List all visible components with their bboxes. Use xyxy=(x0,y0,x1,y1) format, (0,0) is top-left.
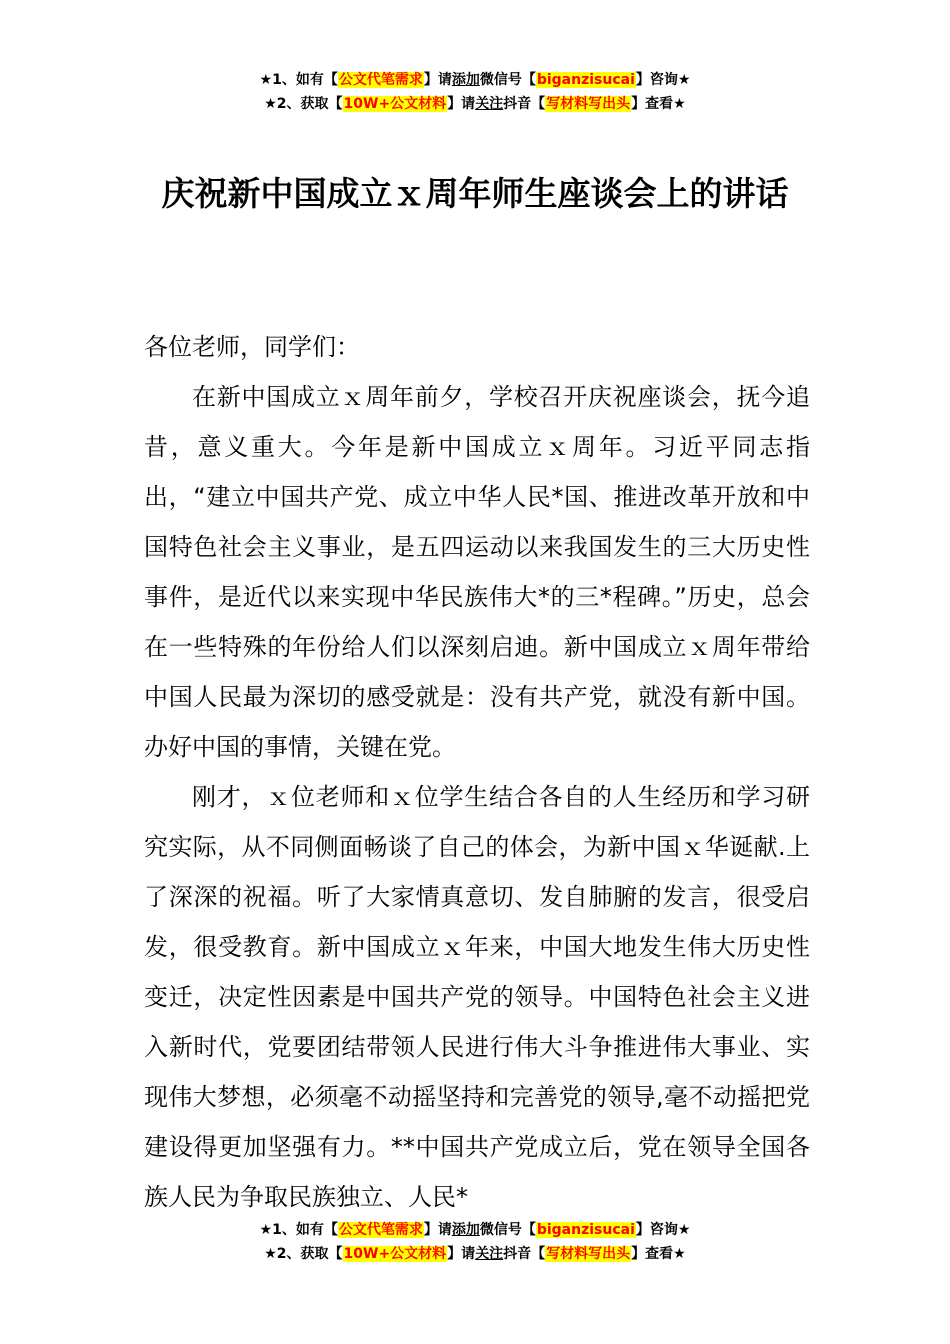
footer-ad-underlined: 添加 xyxy=(451,1222,480,1238)
header-ad-text: 抖音【 xyxy=(503,96,546,112)
footer-ad-text: 微信号【 xyxy=(479,1222,536,1238)
header-ad-text: 】请 xyxy=(423,72,452,88)
footer-ad-line-2 xyxy=(0,1242,950,1266)
document-title: 庆祝新中国成立ｘ周年师生座谈会上的讲话 xyxy=(161,174,789,213)
paragraph-2: 刚才，ｘ位老师和ｘ位学生结合各自的人生经历和学习研究实际，从不同侧面畅谈了自己的体会，为新中国ｘ华诞献.上了深深的祝福。听了大家情真意切、发自肺腑的发言，很受启发，很受教育。新中国成立ｘ年来，中国大地发生伟大历史性变迁，决定性因素是中国共产党的领导。中国特色社会主义进入新时代，党要团结带领人民进行伟大斗争推进伟大事业、实现伟大梦想，必须毫不动摇坚持和完善党的领导,毫不动摇把党建设得更加坚强有力。**中国共产党成立后，党在领导全国各族人民为争取民族独立、人民* xyxy=(144,783,810,1211)
header-ad-text: 微信号【 xyxy=(479,72,536,88)
header-ad-line-1 xyxy=(0,68,950,92)
header-ad-text: ★2、获取【 xyxy=(264,96,343,112)
header-ad-wechat-id: biganzisucai xyxy=(536,72,635,88)
footer-ad-underlined: 关注 xyxy=(475,1246,504,1262)
footer-ad-douyin-id: 写材料写出头 xyxy=(546,1246,631,1262)
salutation: 各位老师，同学们： xyxy=(144,333,360,361)
header-ad-text: ★1、如有【 xyxy=(259,72,338,88)
header-ad-underlined: 关注 xyxy=(475,96,504,112)
footer-ad-text: 】请 xyxy=(447,1246,476,1262)
footer-ad-line-1 xyxy=(0,1218,950,1242)
header-ad-text: 】咨询★ xyxy=(635,72,691,88)
paragraph-1: 在新中国成立ｘ周年前夕，学校召开庆祝座谈会，抚今追昔，意义重大。今年是新中国成立ｘ周年。习近平同志指出，“建立中国共产党、成立中华人民*国、推进改革开放和中国特色社会主义事业，是五四运动以来我国发生的三大历史性事件，是近代以来实现中华民族伟大*的三*程碑。”历史，总会在一些特殊的年份给人们以深刻启迪。新中国成立ｘ周年带给中国人民最为深切的感受就是：没有共产党，就没有新中国。办好中国的事情，关键在党。 xyxy=(144,383,810,761)
footer-ad-text: 抖音【 xyxy=(503,1246,546,1262)
footer-ad-text: 】查看★ xyxy=(631,1246,686,1262)
footer-ad-banner xyxy=(0,1218,950,1266)
footer-ad-text: 】请 xyxy=(423,1222,452,1238)
document-body xyxy=(144,322,810,1222)
header-ad-text: 】查看★ xyxy=(631,96,686,112)
header-ad-highlight: 10W+公文材料 xyxy=(343,96,447,112)
header-ad-text: 】请 xyxy=(447,96,476,112)
header-ad-highlight: 公文代笔需求 xyxy=(338,72,423,88)
header-ad-douyin-id: 写材料写出头 xyxy=(546,96,631,112)
header-ad-banner xyxy=(0,68,950,116)
header-ad-line-2 xyxy=(0,92,950,116)
footer-ad-highlight: 公文代笔需求 xyxy=(338,1222,423,1238)
header-ad-underlined: 添加 xyxy=(451,72,480,88)
footer-ad-text: ★2、获取【 xyxy=(264,1246,343,1262)
footer-ad-wechat-id: biganzisucai xyxy=(536,1222,635,1238)
footer-ad-text: 】咨询★ xyxy=(635,1222,691,1238)
footer-ad-highlight: 10W+公文材料 xyxy=(343,1246,447,1262)
footer-ad-text: ★1、如有【 xyxy=(259,1222,338,1238)
